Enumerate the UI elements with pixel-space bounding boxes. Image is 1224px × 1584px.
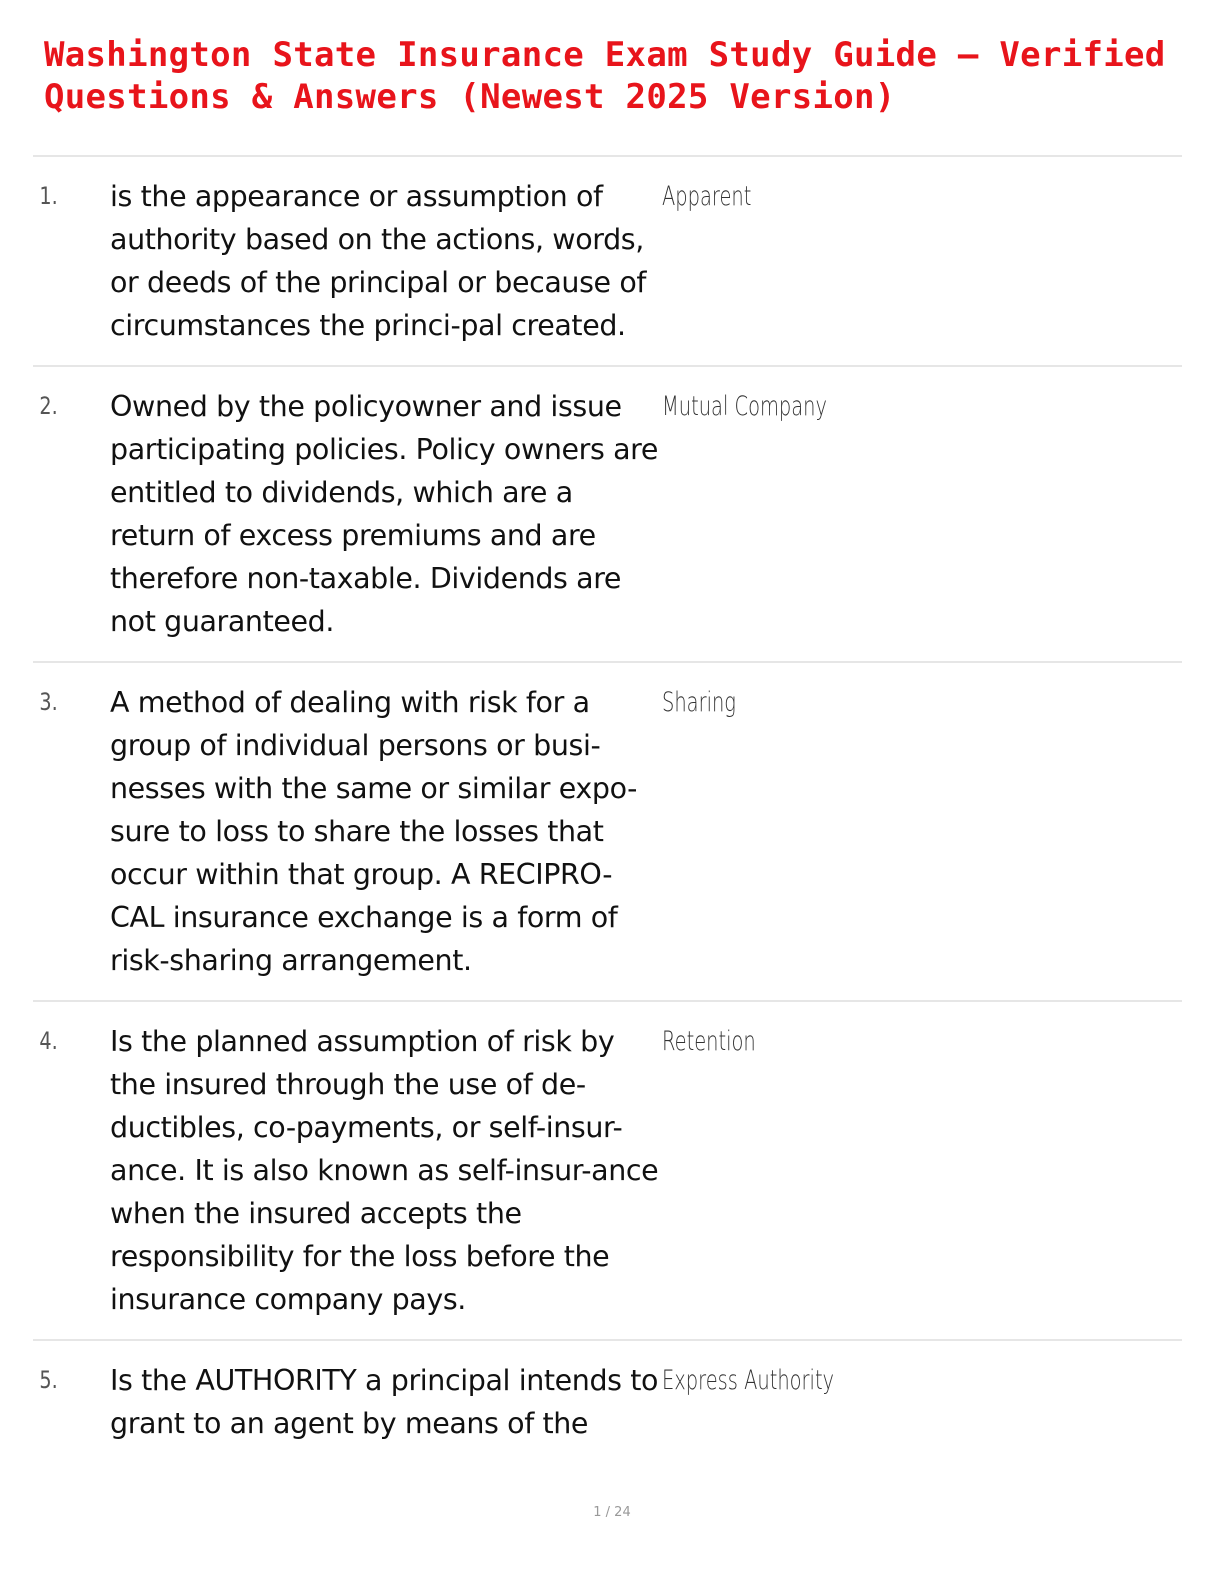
card-definition: Sharing xyxy=(662,687,736,718)
card-definition: Apparent xyxy=(662,181,752,212)
card-number: 1. xyxy=(39,182,58,210)
flashcard xyxy=(33,663,1182,1002)
card-number: 3. xyxy=(39,688,58,716)
flashcard xyxy=(33,157,1182,367)
page-indicator: 1 / 24 xyxy=(593,1505,631,1520)
flashcard-list xyxy=(33,155,1182,1457)
card-term: Is the AUTHORITY a principal intends to grant to an agent by means of the xyxy=(110,1364,659,1440)
card-definition: Retention xyxy=(662,1026,756,1057)
card-number: 2. xyxy=(39,392,58,420)
document-title: Washington State Insurance Exam Study Guide – Verified Questions & Answers (Newest 2025 Version) xyxy=(44,35,1166,117)
card-term: Owned by the policyowner and issue participating policies. Policy owners are entitled to dividends, which are a return of excess premiums and are therefore non-taxable. Dividends are not guaranteed. xyxy=(110,390,658,638)
flashcard xyxy=(33,1002,1182,1341)
card-number: 4. xyxy=(39,1027,58,1055)
card-term: is the appearance or assumption of authority based on the actions, words, or deeds of the principal or because of circumstances the princi-pal created. xyxy=(110,180,646,342)
flashcard xyxy=(33,1341,1182,1457)
card-definition: Express Authority xyxy=(662,1365,835,1396)
flashcard xyxy=(33,367,1182,663)
card-number: 5. xyxy=(39,1366,58,1394)
card-term: Is the planned assumption of risk by the insured through the use of de-ductibles, co-payments, or self-insur-ance. It is also known as self-insur-ance when the insured accepts the responsibility for the loss before the insurance company pays. xyxy=(110,1025,659,1316)
card-term: A method of dealing with risk for a group of individual persons or busi-nesses with the same or similar expo-sure to loss to share the losses that occur within that group. A RECIPRO-CAL insurance exchange is a form of risk-sharing arrangement. xyxy=(110,686,638,977)
card-definition: Mutual Company xyxy=(662,391,828,422)
